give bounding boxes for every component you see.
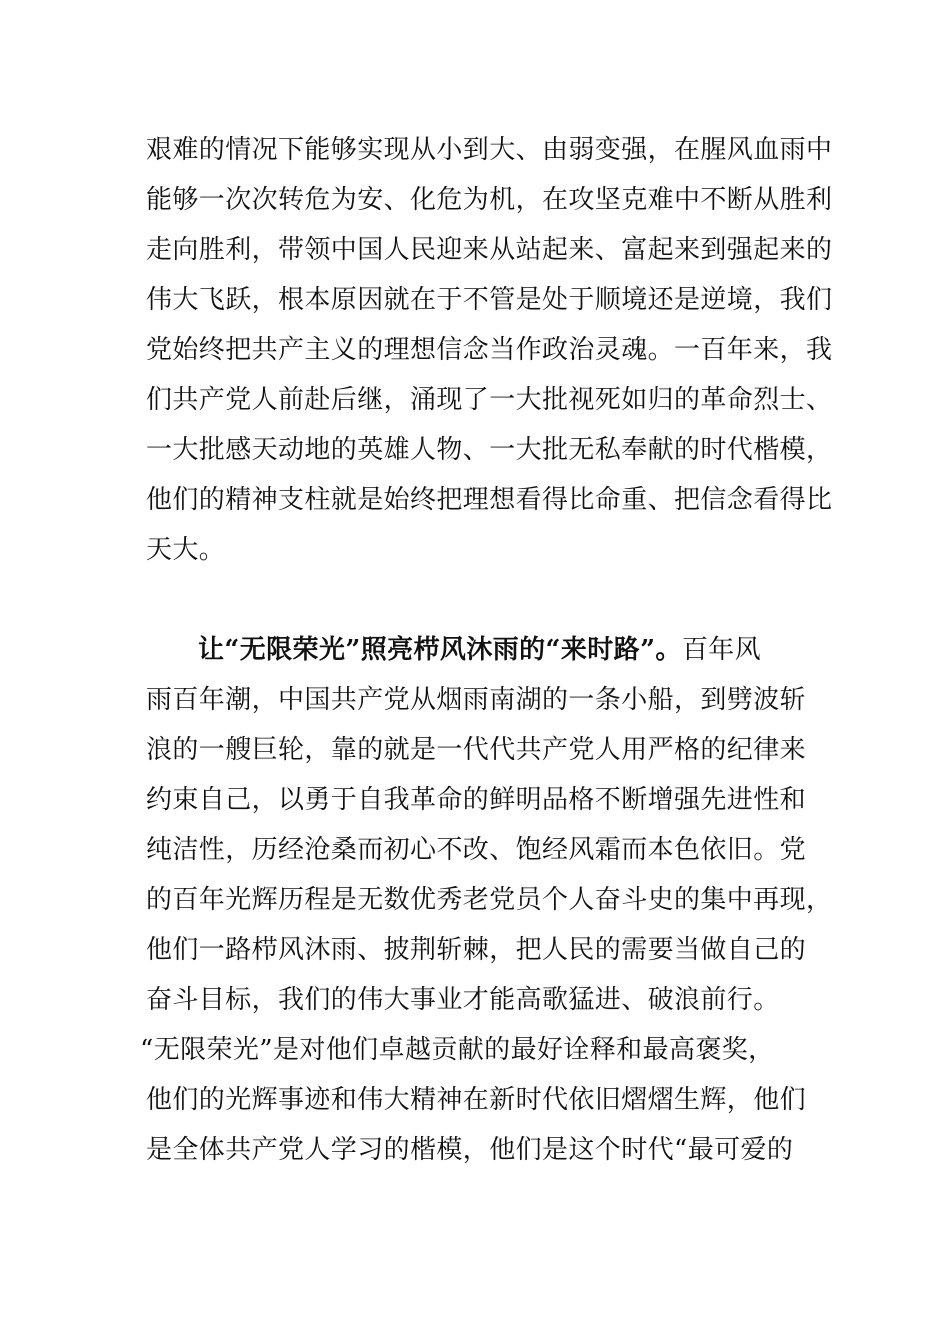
paragraph-2-line-9: “无限荣光”是对他们卓越贡献的最好诠释和最高褒奖， — [140, 1035, 775, 1065]
paragraph-1-line-5: 党始终把共产主义的理想信念当作政治灵魂。一百年来，我 — [146, 335, 833, 365]
paragraph-2-line-7: 他们一路栉风沐雨、披荆斩棘，把人民的需要当做自己的 — [146, 935, 807, 965]
paragraph-2-first-line — [198, 630, 761, 670]
paragraph-1-line-4: 伟大飞跃，根本原因就在于不管是处于顺境还是逆境，我们 — [146, 285, 833, 315]
paragraph-2-line-8: 奋斗目标，我们的伟大事业才能高歌猛进、破浪前行。 — [146, 985, 780, 1015]
paragraph-1-line-2: 能够一次次转危为安、化危为机，在攻坚克难中不断从胜利 — [146, 185, 833, 215]
paragraph-1-line-7: 一大批感天动地的英雄人物、一大批无私奉献的时代楷模， — [146, 435, 833, 465]
paragraph-2-line-3: 浪的一艘巨轮，靠的就是一代代共产党人用严格的纪律来 — [146, 735, 807, 765]
paragraph-2-line-1-text: 百年风 — [681, 635, 762, 665]
paragraph-1-line-9: 天大。 — [146, 535, 226, 565]
paragraph-2-line-11: 是全体共产党人学习的楷模，他们是这个时代“最可爱的 — [146, 1135, 794, 1165]
paragraph-1-line-1: 艰难的情况下能够实现从小到大、由弱变强，在腥风血雨中 — [146, 135, 833, 165]
section-heading: 让“无限荣光”照亮栉风沐雨的“来时路”。 — [198, 635, 682, 665]
paragraph-2-line-5: 纯洁性，历经沧桑而初心不改、饱经风霜而本色依旧。党 — [146, 835, 807, 865]
paragraph-2-line-4: 约束自己，以勇于自我革命的鲜明品格不断增强先进性和 — [146, 785, 807, 815]
paragraph-2-line-2: 雨百年潮，中国共产党从烟雨南湖的一条小船，到劈波斩 — [146, 685, 807, 715]
paragraph-1-line-6: 们共产党人前赴后继，涌现了一大批视死如归的革命烈士、 — [146, 385, 833, 415]
paragraph-1-line-8: 他们的精神支柱就是始终把理想看得比命重、把信念看得比 — [146, 485, 833, 515]
paragraph-1-line-3: 走向胜利，带领中国人民迎来从站起来、富起来到强起来的 — [146, 235, 833, 265]
paragraph-2-line-10: 他们的光辉事迹和伟大精神在新时代依旧熠熠生辉，他们 — [146, 1085, 807, 1115]
paragraph-2-line-6: 的百年光辉历程是无数优秀老党员个人奋斗史的集中再现， — [146, 885, 833, 915]
